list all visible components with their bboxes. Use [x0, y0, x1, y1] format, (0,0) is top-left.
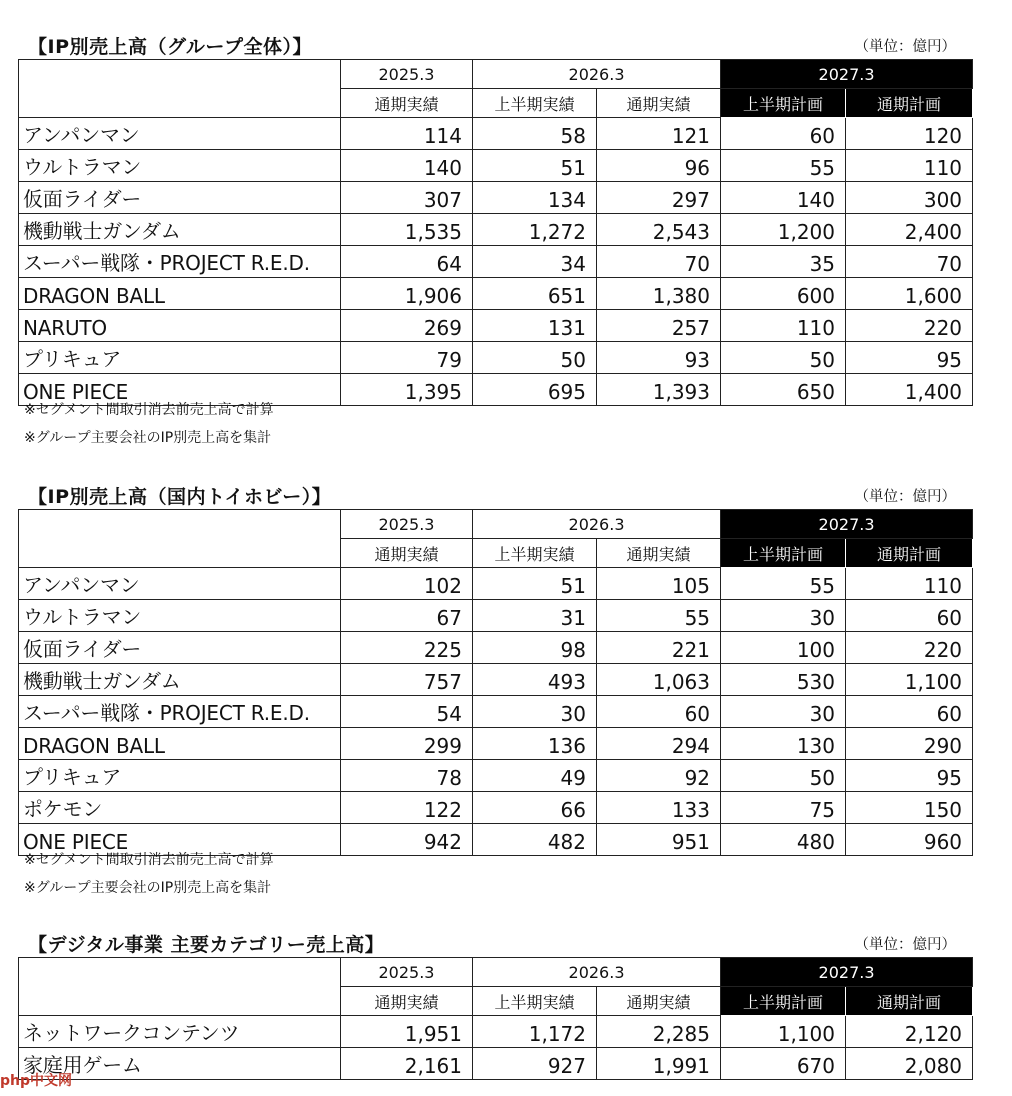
- toy-table: [18, 509, 973, 856]
- table-corner: [19, 958, 341, 1016]
- value-cell: 30: [721, 696, 846, 728]
- value-cell: 31: [473, 600, 597, 632]
- value-cell: 299: [341, 728, 473, 760]
- value-cell: 1,393: [597, 374, 721, 406]
- value-cell: 757: [341, 664, 473, 696]
- row-label: ネットワークコンテンツ: [19, 1016, 341, 1048]
- header-half-actual-2026: 上半期実績: [473, 539, 597, 568]
- row-label: DRAGON BALL: [19, 728, 341, 760]
- value-cell: 30: [721, 600, 846, 632]
- value-cell: 96: [597, 150, 721, 182]
- value-cell: 64: [341, 246, 473, 278]
- value-cell: 110: [846, 150, 973, 182]
- toy-notes: [24, 846, 274, 902]
- header-year-2025: 2025.3: [341, 510, 473, 539]
- header-full-actual-2026: 通期実績: [597, 539, 721, 568]
- header-half-plan-2027: 上半期計画: [721, 539, 846, 568]
- value-cell: 1,100: [846, 664, 973, 696]
- table-row: [19, 760, 973, 792]
- row-label: スーパー戦隊・PROJECT R.E.D.: [19, 696, 341, 728]
- group-unit: （単位：億円）: [854, 39, 956, 55]
- value-cell: 482: [473, 824, 597, 856]
- table-row: [19, 246, 973, 278]
- value-cell: 650: [721, 374, 846, 406]
- value-cell: 120: [846, 118, 973, 150]
- header-year-2027: 2027.3: [721, 958, 973, 987]
- table-row: [19, 632, 973, 664]
- value-cell: 951: [597, 824, 721, 856]
- header-year-2027: 2027.3: [721, 60, 973, 89]
- value-cell: 960: [846, 824, 973, 856]
- value-cell: 114: [341, 118, 473, 150]
- header-full-actual-2026: 通期実績: [597, 987, 721, 1016]
- value-cell: 102: [341, 568, 473, 600]
- value-cell: 307: [341, 182, 473, 214]
- value-cell: 136: [473, 728, 597, 760]
- value-cell: 51: [473, 568, 597, 600]
- watermark-cn: 中文网: [30, 1073, 73, 1089]
- row-label: DRAGON BALL: [19, 278, 341, 310]
- value-cell: 1,063: [597, 664, 721, 696]
- note-aggregate: ※グループ主要会社のIP別売上高を集計: [24, 430, 272, 446]
- watermark-brand: php: [0, 1073, 31, 1089]
- value-cell: 480: [721, 824, 846, 856]
- value-cell: 493: [473, 664, 597, 696]
- row-label: プリキュア: [19, 760, 341, 792]
- value-cell: 92: [597, 760, 721, 792]
- value-cell: 221: [597, 632, 721, 664]
- toy-title: 【IP別売上高（国内トイホビー）】: [28, 486, 332, 508]
- table-row: [19, 150, 973, 182]
- value-cell: 55: [721, 150, 846, 182]
- value-cell: 50: [721, 342, 846, 374]
- value-cell: 130: [721, 728, 846, 760]
- value-cell: 55: [597, 600, 721, 632]
- note-segment: ※セグメント間取引消去前売上高で計算: [24, 402, 274, 418]
- value-cell: 79: [341, 342, 473, 374]
- value-cell: 1,272: [473, 214, 597, 246]
- value-cell: 269: [341, 310, 473, 342]
- header-full-plan-2027: 通期計画: [846, 539, 973, 568]
- value-cell: 220: [846, 632, 973, 664]
- value-cell: 95: [846, 342, 973, 374]
- table-corner: [19, 510, 341, 568]
- table-row: [19, 1016, 973, 1048]
- value-cell: 695: [473, 374, 597, 406]
- row-label: ポケモン: [19, 792, 341, 824]
- value-cell: 1,200: [721, 214, 846, 246]
- value-cell: 55: [721, 568, 846, 600]
- value-cell: 50: [473, 342, 597, 374]
- value-cell: 60: [846, 696, 973, 728]
- header-half-actual-2026: 上半期実績: [473, 89, 597, 118]
- value-cell: 60: [721, 118, 846, 150]
- header-year-2025: 2025.3: [341, 958, 473, 987]
- value-cell: 110: [721, 310, 846, 342]
- value-cell: 140: [341, 150, 473, 182]
- value-cell: 58: [473, 118, 597, 150]
- value-cell: 133: [597, 792, 721, 824]
- table-row: [19, 214, 973, 246]
- value-cell: 34: [473, 246, 597, 278]
- value-cell: 30: [473, 696, 597, 728]
- value-cell: 927: [473, 1048, 597, 1080]
- table-row: [19, 310, 973, 342]
- row-label: NARUTO: [19, 310, 341, 342]
- value-cell: 1,991: [597, 1048, 721, 1080]
- table-row: [19, 696, 973, 728]
- value-cell: 290: [846, 728, 973, 760]
- value-cell: 54: [341, 696, 473, 728]
- toy-unit: （単位：億円）: [854, 489, 956, 505]
- table-row: [19, 568, 973, 600]
- value-cell: 60: [846, 600, 973, 632]
- note-aggregate: ※グループ主要会社のIP別売上高を集計: [24, 880, 272, 896]
- row-label: 仮面ライダー: [19, 182, 341, 214]
- value-cell: 1,380: [597, 278, 721, 310]
- value-cell: 1,100: [721, 1016, 846, 1048]
- value-cell: 95: [846, 760, 973, 792]
- table-row: [19, 728, 973, 760]
- value-cell: 122: [341, 792, 473, 824]
- value-cell: 2,400: [846, 214, 973, 246]
- row-label: 機動戦士ガンダム: [19, 214, 341, 246]
- value-cell: 225: [341, 632, 473, 664]
- row-label: ウルトラマン: [19, 600, 341, 632]
- digital-title: 【デジタル事業 主要カテゴリー売上高】: [28, 934, 385, 956]
- value-cell: 1,172: [473, 1016, 597, 1048]
- row-label: 機動戦士ガンダム: [19, 664, 341, 696]
- value-cell: 140: [721, 182, 846, 214]
- header-full-plan-2027: 通期計画: [846, 987, 973, 1016]
- value-cell: 1,400: [846, 374, 973, 406]
- table-row: [19, 118, 973, 150]
- value-cell: 1,395: [341, 374, 473, 406]
- value-cell: 2,161: [341, 1048, 473, 1080]
- header-full-actual-2025: 通期実績: [341, 987, 473, 1016]
- value-cell: 600: [721, 278, 846, 310]
- table-row: [19, 278, 973, 310]
- value-cell: 530: [721, 664, 846, 696]
- header-half-plan-2027: 上半期計画: [721, 89, 846, 118]
- value-cell: 2,285: [597, 1016, 721, 1048]
- table-row: [19, 182, 973, 214]
- value-cell: 1,600: [846, 278, 973, 310]
- row-label: ONE PIECE: [19, 374, 341, 406]
- value-cell: 75: [721, 792, 846, 824]
- value-cell: 93: [597, 342, 721, 374]
- value-cell: 98: [473, 632, 597, 664]
- value-cell: 100: [721, 632, 846, 664]
- row-label: プリキュア: [19, 342, 341, 374]
- value-cell: 51: [473, 150, 597, 182]
- value-cell: 1,951: [341, 1016, 473, 1048]
- row-label: 家庭用ゲーム: [19, 1048, 341, 1080]
- value-cell: 2,543: [597, 214, 721, 246]
- value-cell: 49: [473, 760, 597, 792]
- header-year-2026: 2026.3: [473, 60, 721, 89]
- header-half-actual-2026: 上半期実績: [473, 987, 597, 1016]
- value-cell: 220: [846, 310, 973, 342]
- value-cell: 70: [846, 246, 973, 278]
- value-cell: 297: [597, 182, 721, 214]
- header-year-2026: 2026.3: [473, 958, 721, 987]
- value-cell: 651: [473, 278, 597, 310]
- value-cell: 2,080: [846, 1048, 973, 1080]
- header-half-plan-2027: 上半期計画: [721, 987, 846, 1016]
- value-cell: 60: [597, 696, 721, 728]
- value-cell: 942: [341, 824, 473, 856]
- watermark-logo: [0, 1070, 72, 1090]
- row-label: 仮面ライダー: [19, 632, 341, 664]
- digital-unit: （単位：億円）: [854, 937, 956, 953]
- group-table: [18, 59, 973, 406]
- digital-table: [18, 957, 973, 1080]
- group-notes: [24, 396, 274, 452]
- value-cell: 66: [473, 792, 597, 824]
- header-full-actual-2025: 通期実績: [341, 539, 473, 568]
- value-cell: 1,906: [341, 278, 473, 310]
- row-label: アンパンマン: [19, 118, 341, 150]
- table-row: [19, 664, 973, 696]
- value-cell: 1,535: [341, 214, 473, 246]
- table-row: [19, 342, 973, 374]
- value-cell: 78: [341, 760, 473, 792]
- group-title: 【IP別売上高（グループ全体）】: [28, 36, 312, 58]
- value-cell: 70: [597, 246, 721, 278]
- value-cell: 300: [846, 182, 973, 214]
- header-full-actual-2025: 通期実績: [341, 89, 473, 118]
- value-cell: 150: [846, 792, 973, 824]
- value-cell: 294: [597, 728, 721, 760]
- value-cell: 257: [597, 310, 721, 342]
- header-year-2025: 2025.3: [341, 60, 473, 89]
- value-cell: 134: [473, 182, 597, 214]
- header-full-plan-2027: 通期計画: [846, 89, 973, 118]
- value-cell: 110: [846, 568, 973, 600]
- value-cell: 67: [341, 600, 473, 632]
- value-cell: 131: [473, 310, 597, 342]
- row-label: ウルトラマン: [19, 150, 341, 182]
- row-label: アンパンマン: [19, 568, 341, 600]
- row-label: ONE PIECE: [19, 824, 341, 856]
- value-cell: 2,120: [846, 1016, 973, 1048]
- header-year-2027: 2027.3: [721, 510, 973, 539]
- table-corner: [19, 60, 341, 118]
- table-row: [19, 1048, 973, 1080]
- value-cell: 670: [721, 1048, 846, 1080]
- header-full-actual-2026: 通期実績: [597, 89, 721, 118]
- value-cell: 35: [721, 246, 846, 278]
- table-row: [19, 792, 973, 824]
- value-cell: 105: [597, 568, 721, 600]
- header-year-2026: 2026.3: [473, 510, 721, 539]
- table-row: [19, 600, 973, 632]
- note-segment: ※セグメント間取引消去前売上高で計算: [24, 852, 274, 868]
- value-cell: 50: [721, 760, 846, 792]
- row-label: スーパー戦隊・PROJECT R.E.D.: [19, 246, 341, 278]
- value-cell: 121: [597, 118, 721, 150]
